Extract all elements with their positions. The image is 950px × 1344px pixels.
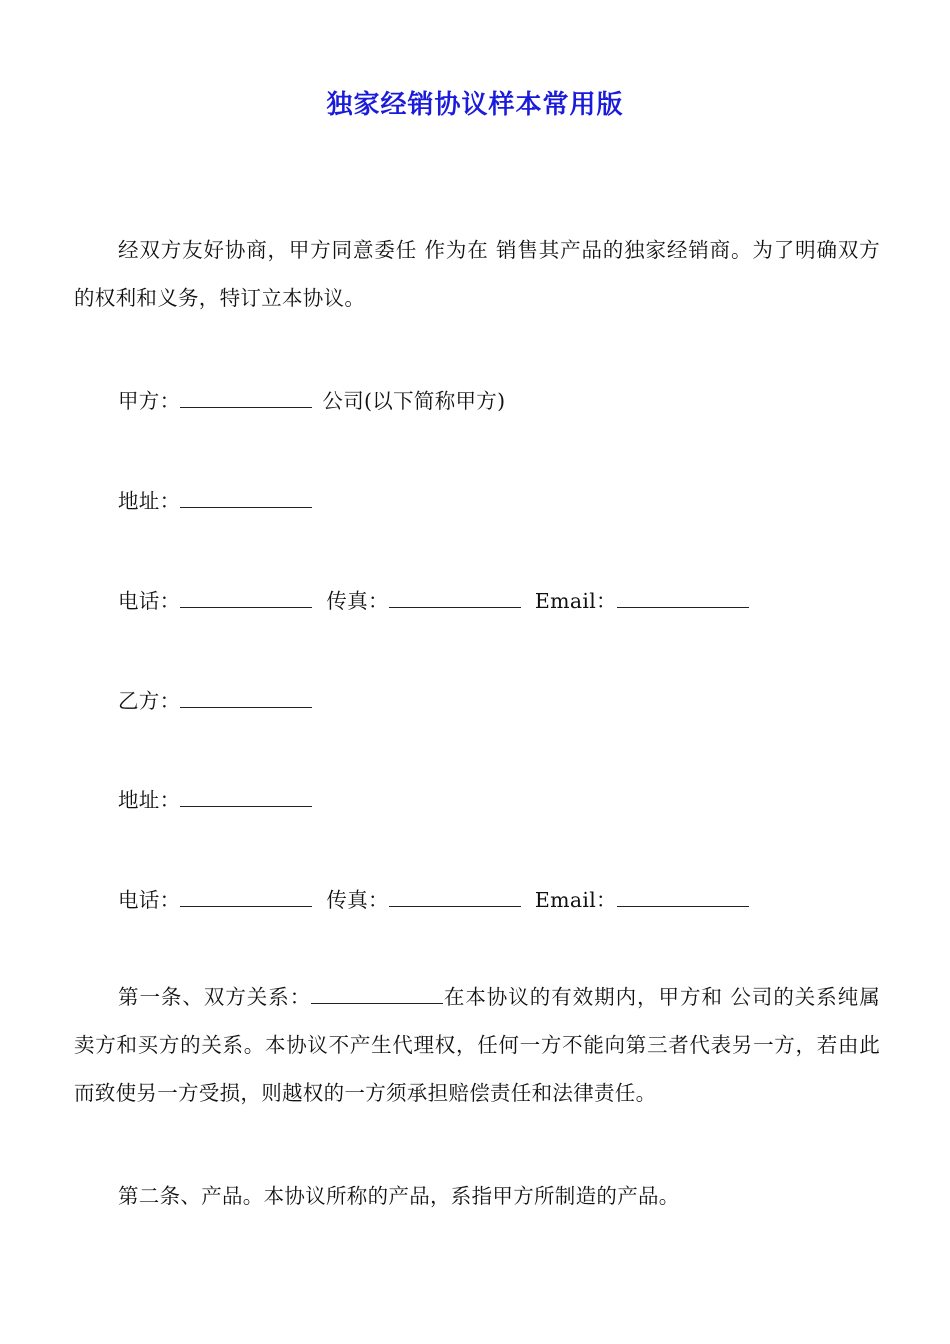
document-title: 独家经销协议样本常用版	[326, 90, 624, 120]
party-a-address-blank	[180, 485, 312, 508]
party-a-phone-blank	[180, 585, 312, 608]
party-a-label: 甲方：	[118, 389, 181, 413]
party-b-address-line	[118, 784, 322, 815]
party-b-name-blank	[180, 685, 312, 708]
party-a-address-label: 地址：	[118, 489, 181, 513]
party-a-fax-label: 传真：	[326, 589, 389, 613]
intro-paragraph: 经双方友好协商，甲方同意委任 作为在 销售其产品的独家经销商。为了明确双方的权利和义务，特订立本协议。	[74, 238, 880, 310]
party-a-contact-line	[118, 585, 759, 616]
party-a-suffix: 公司(以下简称甲方)	[322, 389, 506, 413]
party-a-phone-label: 电话：	[118, 589, 181, 613]
article-1-blank	[311, 981, 443, 1004]
article-1-paragraph	[74, 973, 880, 1117]
party-b-fax-label: 传真：	[326, 888, 389, 912]
party-b-email-blank	[617, 884, 749, 907]
party-a-email-label: Email：	[534, 589, 617, 613]
party-a-fax-blank	[389, 585, 521, 608]
party-a-email-blank	[617, 585, 749, 608]
party-b-line	[118, 685, 322, 716]
article-1-lead: 第一条、双方关系：	[118, 985, 312, 1009]
party-b-label: 乙方：	[118, 689, 181, 713]
party-a-name-blank	[180, 385, 312, 408]
party-a-line	[118, 385, 505, 416]
article-1-text: 在本协议的有效期内，甲方和 公司的关系纯属卖方和买方的关系。本协议不产生代理权，任何一方不能向第三者代表另一方，若由此而致使另一方受损，则越权的一方须承担赔偿责任和法律责任。	[74, 985, 880, 1105]
party-b-phone-blank	[180, 884, 312, 907]
party-b-email-label: Email：	[534, 888, 617, 912]
party-a-address-line	[118, 485, 322, 516]
party-b-phone-label: 电话：	[118, 888, 181, 912]
party-b-fax-blank	[389, 884, 521, 907]
party-b-address-label: 地址：	[118, 788, 181, 812]
article-2-paragraph: 第二条、产品。本协议所称的产品，系指甲方所制造的产品。	[118, 1184, 680, 1208]
party-b-contact-line	[118, 884, 759, 915]
party-b-address-blank	[180, 784, 312, 807]
